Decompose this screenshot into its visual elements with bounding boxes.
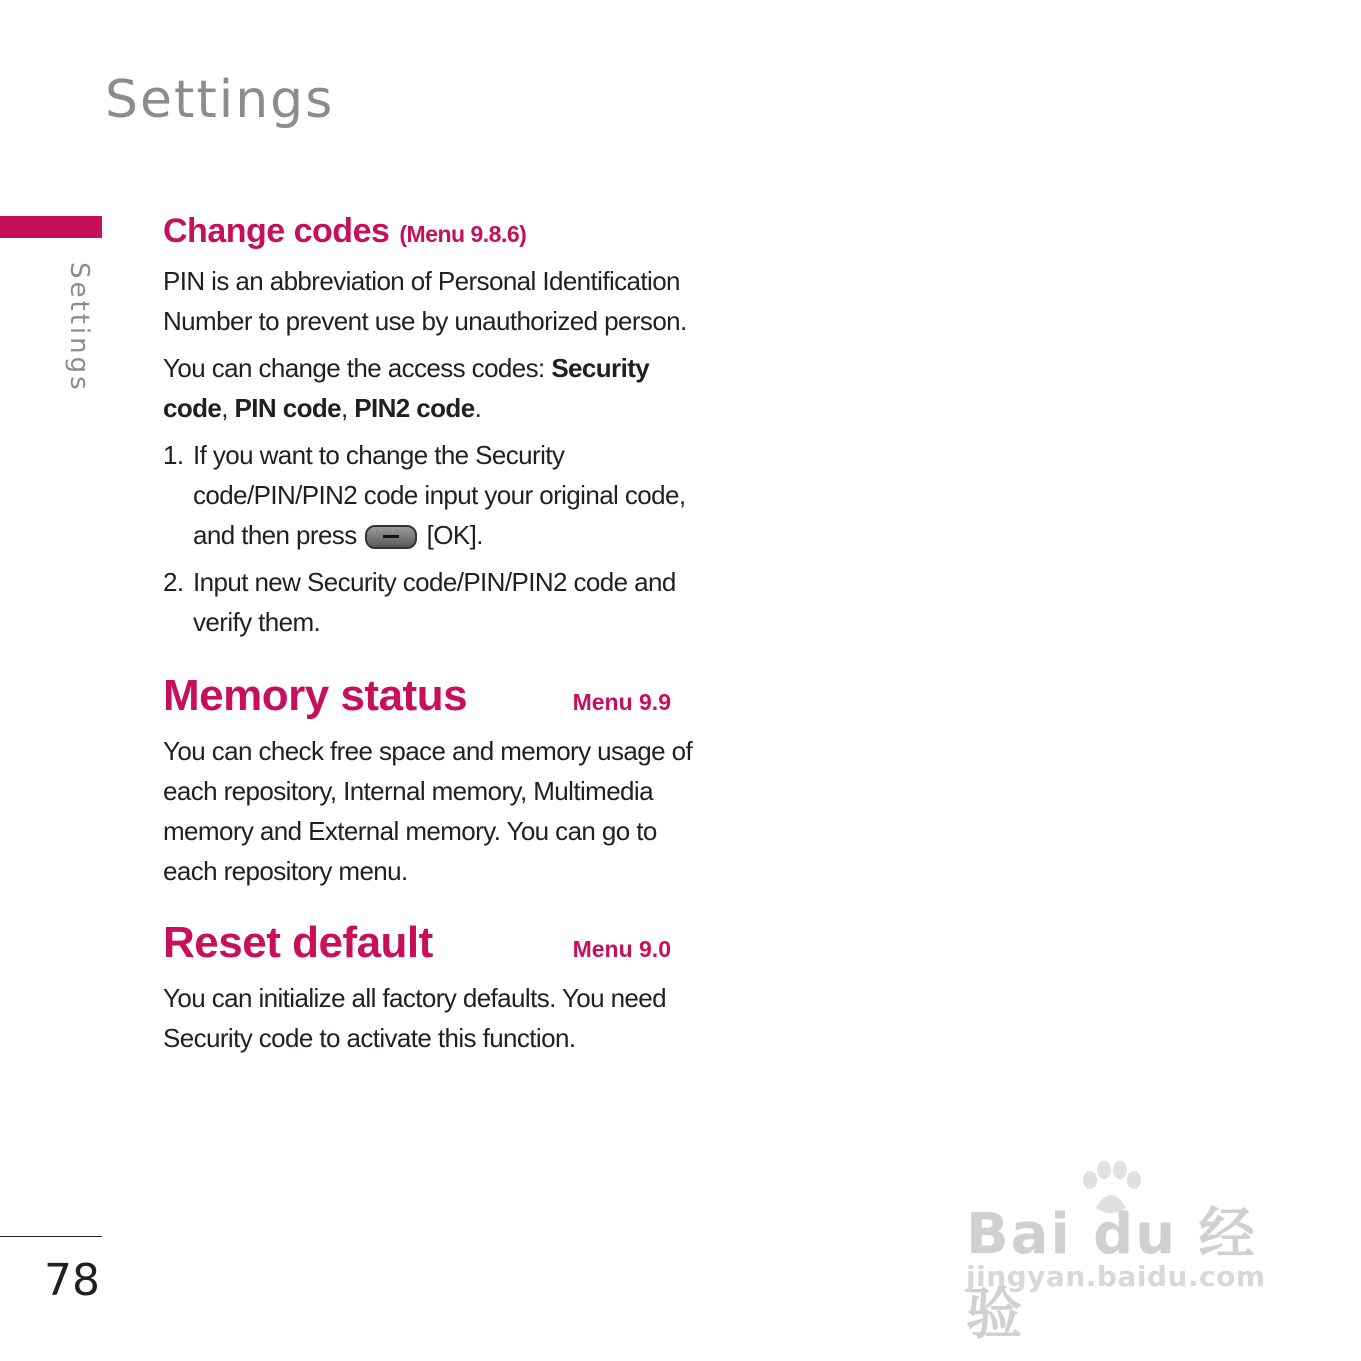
reset-default-title: Reset default bbox=[163, 918, 433, 967]
step-number: 2. bbox=[163, 567, 184, 597]
baidu-watermark bbox=[966, 1160, 1286, 1347]
footer-divider bbox=[0, 1236, 102, 1237]
access-prefix: You can change the access codes: bbox=[163, 353, 552, 383]
page-number: 78 bbox=[44, 1255, 100, 1306]
pin-code-term: PIN code bbox=[234, 393, 341, 423]
memory-status-body: You can check free space and memory usage of each repository, Internal memory, Multimedia memory and External memory. You can go to each repository menu. bbox=[163, 736, 693, 886]
change-codes-steps bbox=[163, 435, 703, 642]
step-item bbox=[163, 562, 703, 642]
reset-default-body: You can initialize all factory defaults. You need Security code to activate this function. bbox=[163, 983, 667, 1053]
change-codes-intro: PIN is an abbreviation of Personal Identification Number to prevent use by unauthorized person. bbox=[163, 266, 687, 336]
change-codes-title: Change codes bbox=[163, 212, 390, 250]
left-soft-key-icon bbox=[365, 525, 417, 549]
separator: , bbox=[221, 393, 235, 423]
step-number: 1. bbox=[163, 440, 184, 470]
main-content bbox=[163, 212, 703, 1065]
page-title: Settings bbox=[105, 70, 335, 130]
change-codes-menu-ref: (Menu 9.8.6) bbox=[399, 221, 527, 247]
watermark-url: jingyan.baidu.com bbox=[966, 1260, 1266, 1293]
memory-status-title: Memory status bbox=[163, 671, 468, 720]
memory-status-menu-ref: Menu 9.9 bbox=[572, 689, 671, 715]
change-codes-access-text bbox=[163, 348, 703, 428]
separator: , bbox=[341, 393, 355, 423]
reset-default-menu-ref: Menu 9.0 bbox=[572, 936, 671, 962]
memory-status-heading bbox=[163, 671, 671, 721]
watermark-brand: Bai du 经验 bbox=[966, 1202, 1257, 1347]
security-code-term: Security code bbox=[163, 353, 650, 423]
pin2-code-term: PIN2 code bbox=[354, 393, 475, 423]
change-codes-heading bbox=[163, 212, 703, 251]
side-section-label: Settings bbox=[64, 262, 94, 393]
step-text-after: [OK]. bbox=[426, 520, 483, 550]
step-text: If you want to change the Security code/PIN/PIN2 code input your original code, and then press bbox=[193, 440, 686, 550]
sentence-end: . bbox=[474, 393, 482, 423]
step-item bbox=[163, 435, 703, 555]
step-text: Input new Security code/PIN/PIN2 code and verify them. bbox=[193, 567, 676, 637]
reset-default-heading bbox=[163, 918, 671, 968]
section-tab-accent bbox=[0, 216, 102, 238]
